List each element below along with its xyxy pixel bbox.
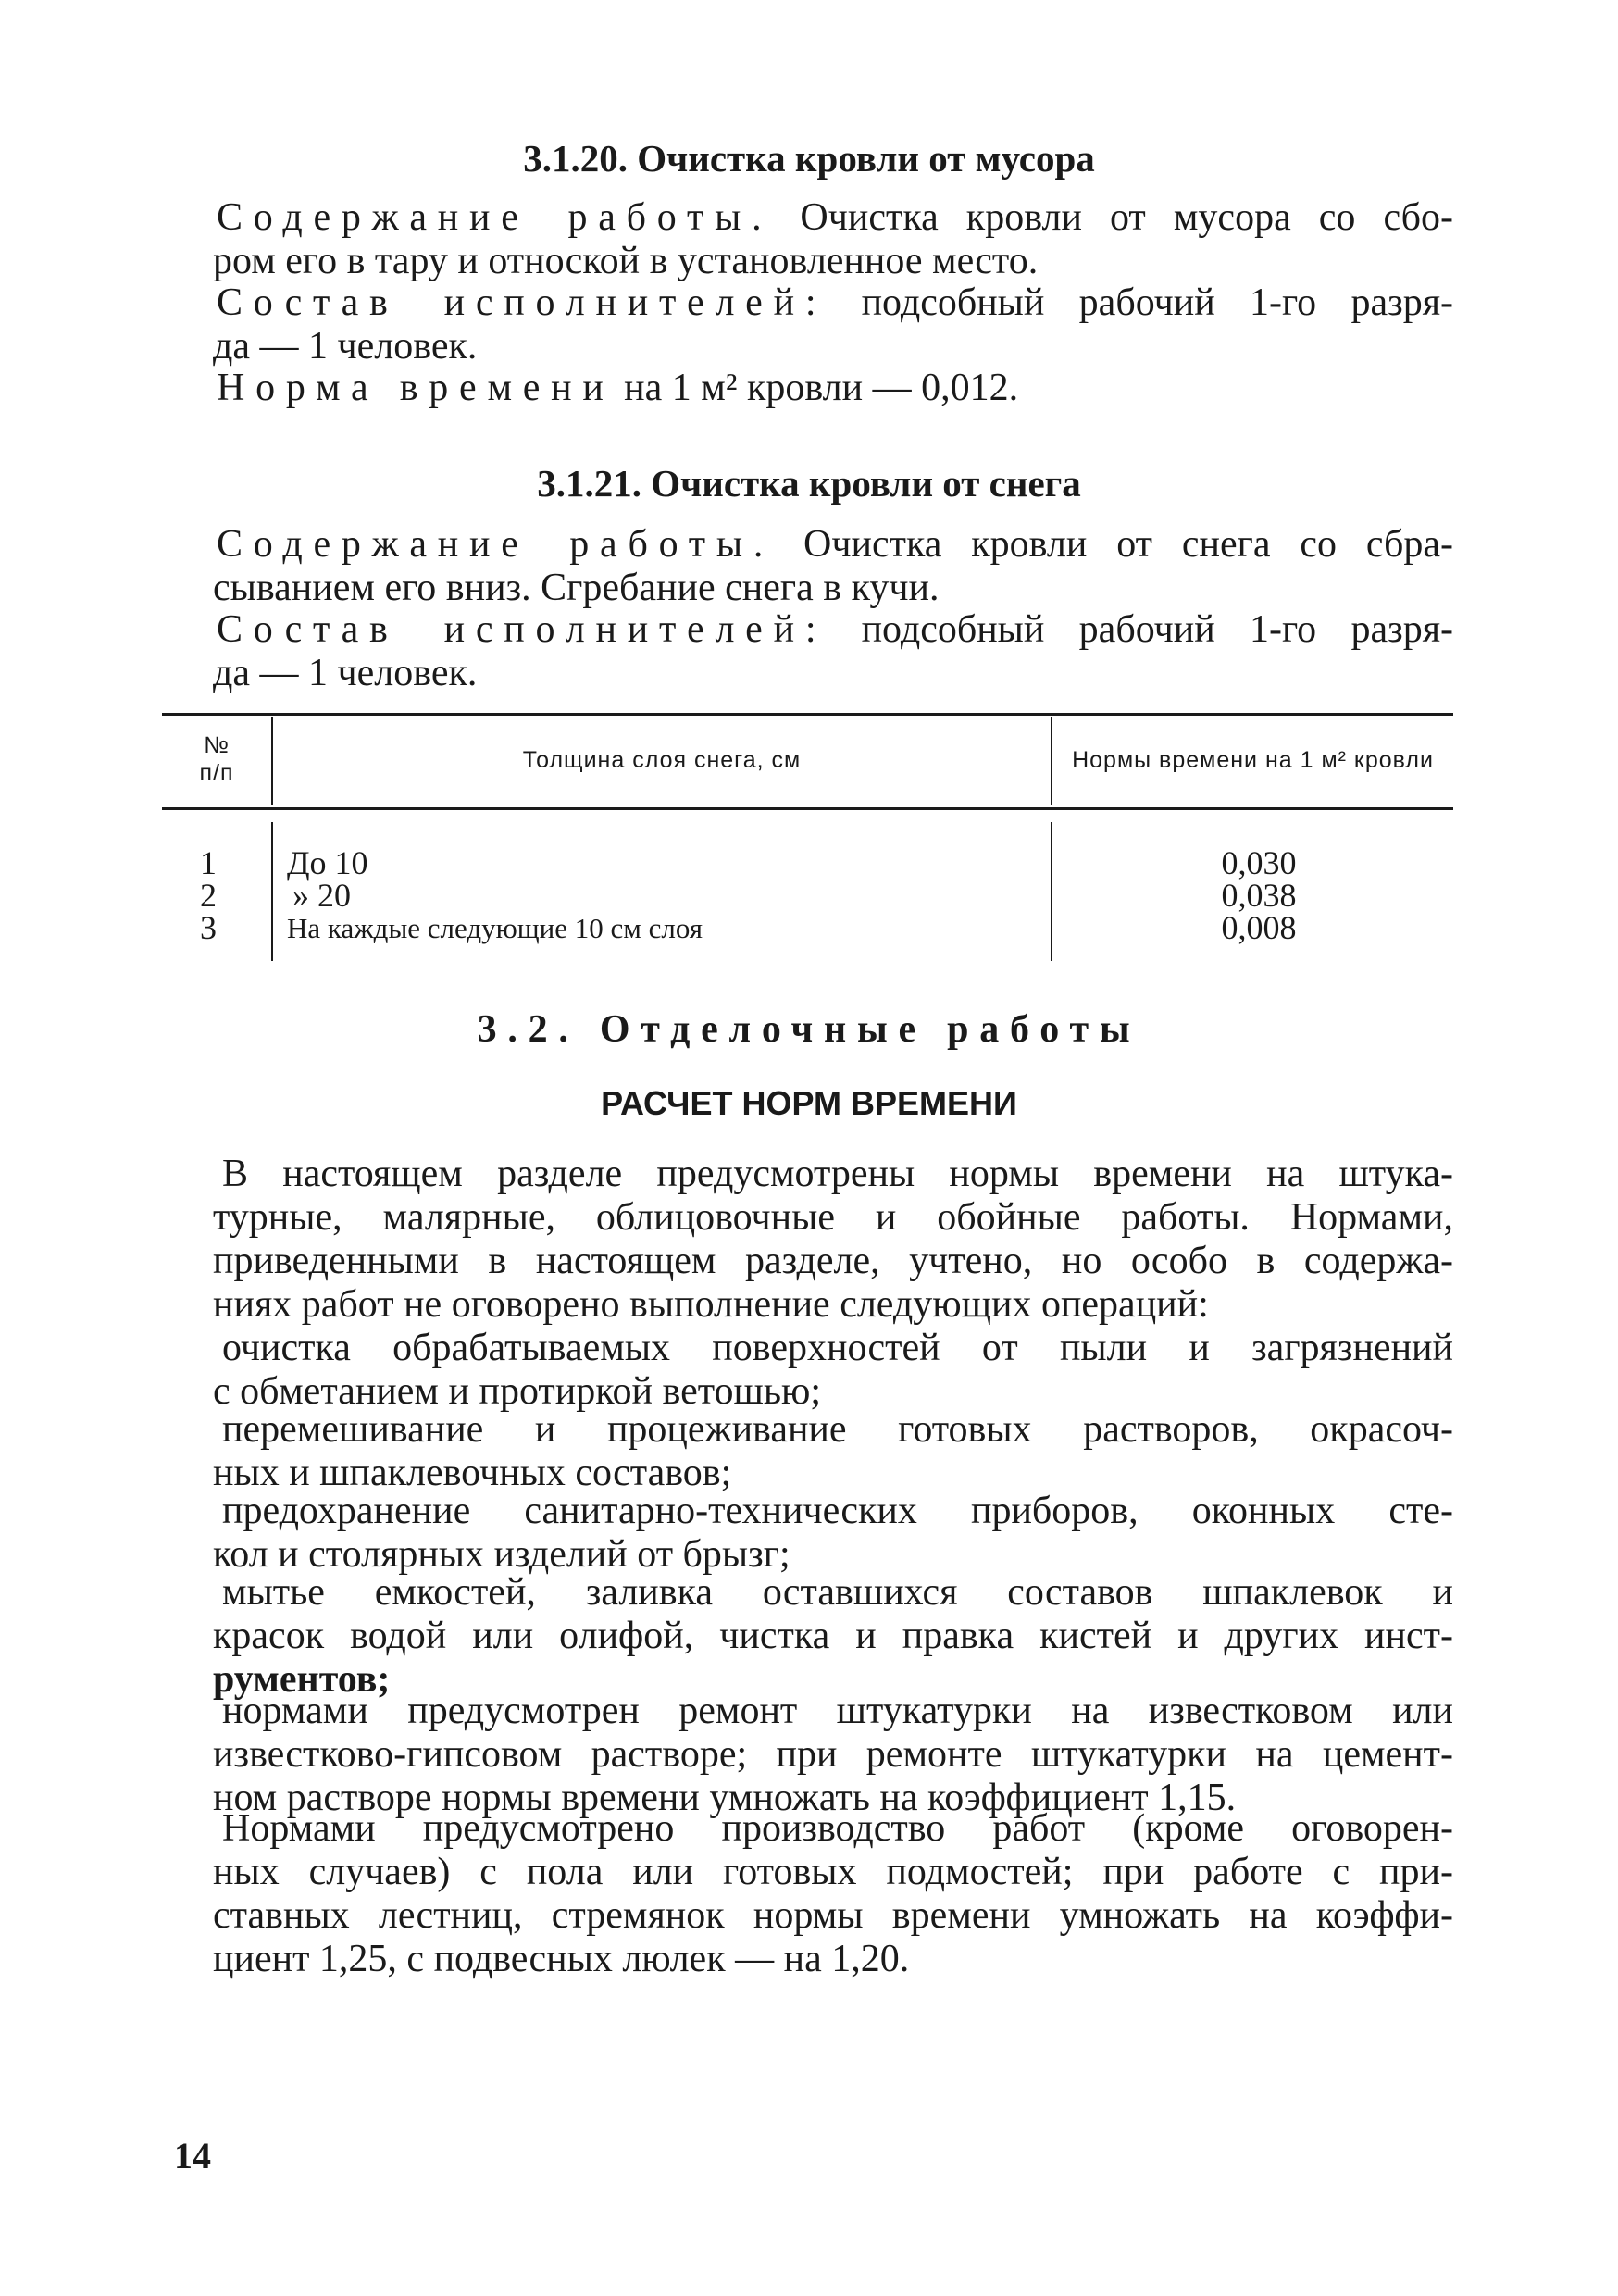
table-row-2-thickness: » 20 (292, 877, 351, 914)
table-row-3-thickness: На каждые следующие 10 см слоя (287, 912, 703, 944)
s2-content-line1: Очистка кровли от снега со сбра- (803, 523, 1454, 566)
intro-line-1: В настоящем разделе предусмотрены нормы времени на штука- (222, 1153, 1453, 1195)
table-col-divider-2-body (1051, 822, 1052, 961)
conditions-line-1: Нормами предусмотрено производство работ (кроме оговорен- (222, 1807, 1453, 1850)
table-header-no-abbr: п/п (199, 760, 234, 786)
s1-norm-paragraph (213, 367, 1453, 410)
s2-content-label: Содержание работы. (217, 523, 775, 566)
table-row-2-norm: 0,038 (1221, 877, 1297, 914)
list-item-protection (213, 1490, 1453, 1577)
s2-crew-line1: подсобный рабочий 1-го разря- (861, 608, 1454, 651)
table-row-2-no: 2 (200, 877, 217, 914)
list-item-repair (213, 1690, 1453, 1820)
s1-content-label: Содержание работы. (217, 196, 773, 239)
s1-norm-text: на 1 м² кровли — 0,012. (624, 367, 1019, 409)
s1-crew-line2: да — 1 человек. (213, 325, 478, 368)
s2-crew-paragraph (213, 608, 1453, 695)
list-item-cleaning (213, 1327, 1453, 1414)
conditions-line-3: ставных лестниц, стремянок нормы времени умножать на коэффи- (213, 1894, 1453, 1937)
table-top-rule (162, 713, 1453, 716)
table-row-3-norm: 0,008 (1221, 909, 1297, 946)
intro-paragraph (213, 1153, 1453, 1327)
intro-line-3: приведенными в настоящем разделе, учтено, но особо в содержа- (213, 1240, 1453, 1282)
s2-content-paragraph (213, 523, 1453, 610)
section-subtitle: РАСЧЕТ НОРМ ВРЕМЕНИ (601, 1084, 1017, 1122)
list-item-mixing-line-1: перемешивание и процеживание готовых растворов, окрасоч- (222, 1408, 1453, 1451)
intro-line-4: ниях работ не оговорено выполнение следующих операций: (213, 1283, 1209, 1326)
section-title-3-1-20: 3.1.20. Очистка кровли от мусора (523, 137, 1095, 180)
table-row-1-no: 1 (200, 844, 217, 881)
list-item-mixing-line-2: ных и шпаклевочных составов; (213, 1452, 732, 1494)
s1-crew-label: Состав исполнителей: (217, 281, 828, 324)
section-title-3-2 (0, 1007, 1618, 1052)
table-header-no (162, 731, 271, 787)
section-title-3-2-text: 3.2. Отделочные работы (477, 1008, 1141, 1051)
list-item-cleaning-line-1: очистка обрабатываемых поверхностей от пыли и загрязнений (222, 1327, 1453, 1369)
list-item-repair-line-1: нормами предусмотрен ремонт штукатурки на известковом или (222, 1690, 1453, 1732)
list-item-washing-line-3: рументов; (213, 1658, 391, 1701)
table-header-norm: Нормы времени на 1 м² кровли (1072, 747, 1434, 773)
list-item-protection-line-2: кол и столярных изделий от брызг; (213, 1533, 790, 1576)
s1-crew-paragraph (213, 281, 1453, 368)
list-item-cleaning-line-2: с обметанием и протиркой ветошью; (213, 1370, 822, 1413)
conditions-paragraph (213, 1807, 1453, 1981)
section-title-3-1-21: 3.1.21. Очистка кровли от снега (537, 462, 1081, 505)
intro-line-2: турные, малярные, облицовочные и обойные работы. Нормами, (213, 1196, 1453, 1239)
s2-content-line2: сыванием его вниз. Сгребание снега в кучи. (213, 567, 940, 609)
list-item-repair-line-3: ном растворе нормы времени умножать на коэффициент 1,15. (213, 1777, 1237, 1819)
table-header-thickness: Толщина слоя снега, см (522, 747, 802, 773)
snow-norms-table (162, 713, 1453, 963)
s2-crew-line2: да — 1 человек. (213, 652, 478, 694)
conditions-line-4: циент 1,25, с подвесных люлек — на 1,20. (213, 1938, 910, 1980)
page-number: 14 (174, 2135, 211, 2177)
table-col-divider-1-body (271, 822, 273, 961)
list-item-protection-line-1: предохранение санитарно-технических приборов, оконных сте- (222, 1490, 1453, 1532)
list-item-washing-line-1: мытье емкостей, заливка оставшихся составов шпаклевок и (222, 1571, 1453, 1614)
s1-crew-line1: подсобный рабочий 1-го разря- (861, 281, 1454, 324)
s1-norm-label: Норма времени (217, 367, 615, 409)
list-item-washing-line-2: красок водой или олифой, чистка и правка кистей и других инст- (213, 1615, 1453, 1657)
s2-crew-label: Состав исполнителей: (217, 608, 828, 651)
table-header-no-symbol: № (204, 732, 230, 758)
table-header-rule (162, 807, 1453, 810)
s1-content-line1: Очистка кровли от мусора со сбо- (800, 196, 1453, 239)
conditions-line-2: ных случаев) с пола или готовых подмостей; при работе с при- (213, 1851, 1453, 1893)
list-item-repair-line-2: известково-гипсовом растворе; при ремонте штукатурки на цемент- (213, 1733, 1453, 1776)
list-item-washing (213, 1571, 1453, 1702)
s1-content-line2: ром его в тару и отноской в установленное место. (213, 240, 1039, 282)
table-row-1-norm: 0,030 (1221, 844, 1297, 881)
s1-content-paragraph (213, 196, 1453, 283)
list-item-mixing (213, 1408, 1453, 1495)
table-row-3-no: 3 (200, 909, 217, 946)
table-row-1-thickness: До 10 (287, 844, 368, 881)
